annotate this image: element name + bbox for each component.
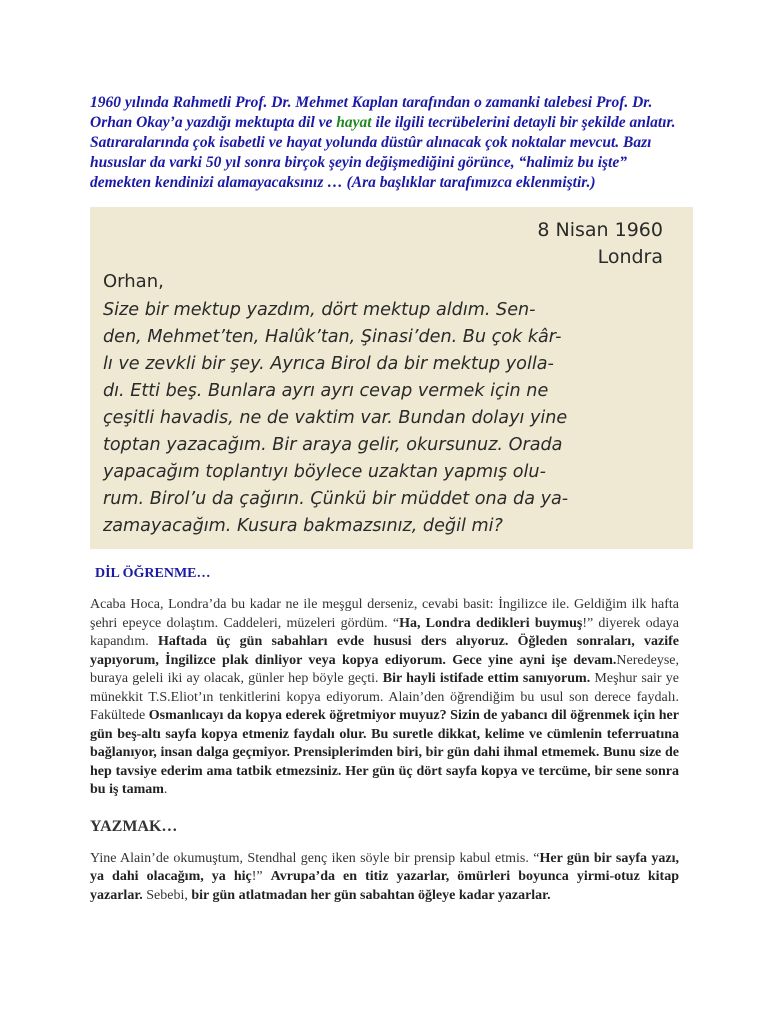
bold-run: bir gün atlatmadan her gün sabahtan öğleye kadar yazarlar. <box>191 887 551 903</box>
section-heading-dil: DİL ÖĞRENME… <box>95 566 211 581</box>
letter-dateline <box>537 217 663 271</box>
document-page <box>90 0 679 905</box>
letter-line: toptan yazacağım. Bir araya gelir, okursunuz. Orada <box>103 435 563 455</box>
text-run: !” <box>251 869 271 884</box>
text-run: Acaba Hoca, Londra’da bu kadar ne ile meşgul derseniz, cevabi basit: İngilizce ile. Geldiğim ilk hafta şehri epeyce dolaştım. Caddeleri, müzeleri gördüm. “ <box>90 597 679 631</box>
letter-scan-image <box>90 207 693 549</box>
bold-run: Avrupa’da en titiz yazarlar, ömürleri boyunca yirmi-otuz kitap yazarlar. <box>90 869 679 903</box>
bold-run: Osmanlıcayı da kopya ederek öğretmiyor muyuz? Sizin de yabancı dil öğrenmek için her gün beş-altı sayfa kopya etmeniz faydalı olur. Bu suretle dikkat, kelime ve cümlenin teferruatına bağlanıyor, insan dalga geçmiyor. Prensiplerimden biri, bir gün dahi ihmal etmemek. Bunu size de hep tavsiye ederim ama tatbik etmezsiniz. Her gün üç dört sayfa kopya ve tercüme, bir sene sonra bu iş tamam <box>90 708 679 797</box>
letter-place: Londra <box>597 246 663 268</box>
letter-line: dı. Etti beş. Bunlara ayrı ayrı cevap vermek için ne <box>103 381 549 401</box>
section-dil-paragraph <box>90 596 679 800</box>
text-run: !” diyerek odaya kapandım. <box>90 615 679 649</box>
text-run: Sebebi, <box>142 887 192 903</box>
letter-line: yapacağım toplantıyı böylece uzaktan yapmış olu- <box>103 462 546 482</box>
text-run: Yine Alain’de okumuştum, Stendhal genç iken söyle bir prensip kabul etmis. “ <box>90 850 540 866</box>
letter-line: rum. Birol’u da çağırın. Çünkü bir müddet ona da ya- <box>103 489 569 509</box>
bold-run: Ha, Londra dedikleri buymuş <box>399 615 583 631</box>
hayat-link[interactable]: hayat <box>336 114 372 131</box>
intro-paragraph <box>90 93 679 193</box>
letter-date: 8 Nisan 1960 <box>537 219 663 241</box>
bold-run: Haftada üç gün sabahları evde hususi ders alıyoruz. Öğleden sonraları, vazife yapıyorum, İngilizce plak dinliyor veya kopya ediyorum. Gece yine ayni işe devam. <box>90 634 679 668</box>
section-yazmak-paragraph <box>90 850 679 906</box>
intro-text-cont: ile ilgili tecrübelerini detayli bir şekilde anlatır. Satıraralarında çok isabetli ve hayat yolunda düstûr alınacak çok noktalar mevcut. Bazı hususlar da varki 50 yıl sonra birçok şeyin değişmediğini görünce, “halimiz bu işte” demekten kendinizi alamayacaksınız … (Ara başlıklar tarafımızca eklenmiştir.) <box>90 114 676 191</box>
text-run: . <box>163 782 168 797</box>
bold-run: Her gün bir sayfa yazı, ya dahi olacağım, ya hiç <box>90 850 679 884</box>
letter-line: lı ve zevkli bir şey. Ayrıca Birol da bir mektup yolla- <box>103 354 554 374</box>
text-run: Meşhur sair ye münekkit T.S.Eliot’ın tenkitlerini kopya ediyorum. Alain’den öğrendiğim bu usul son derece faydalı. Fakültede <box>90 671 679 723</box>
intro-text: 1960 yılında Rahmetli Prof. Dr. Mehmet Kaplan tarafından o zamanki talebesi Prof. Dr. Orhan Okay’a yazdığı mektupta dil ve <box>90 94 653 131</box>
text-run: Neredeyse, buraya geleli iki ay olacak, günler hep böyle geçti. <box>90 652 679 686</box>
letter-salutation: Orhan, <box>103 271 164 292</box>
bold-run: Bir hayli istifade ettim sanıyorum. <box>382 671 591 686</box>
letter-line: zamayacağım. Kusura bakmazsınız, değil mi? <box>103 516 503 536</box>
section-heading-yazmak: YAZMAK… <box>90 817 178 835</box>
letter-line: Size bir mektup yazdım, dört mektup aldım. Sen- <box>103 300 536 320</box>
letter-line: çeşitli havadis, ne de vaktim var. Bundan dolayı yine <box>103 408 568 428</box>
letter-line: den, Mehmet’ten, Halûk’tan, Şinasi’den. Bu çok kâr- <box>103 327 562 347</box>
letter-body <box>103 297 678 540</box>
